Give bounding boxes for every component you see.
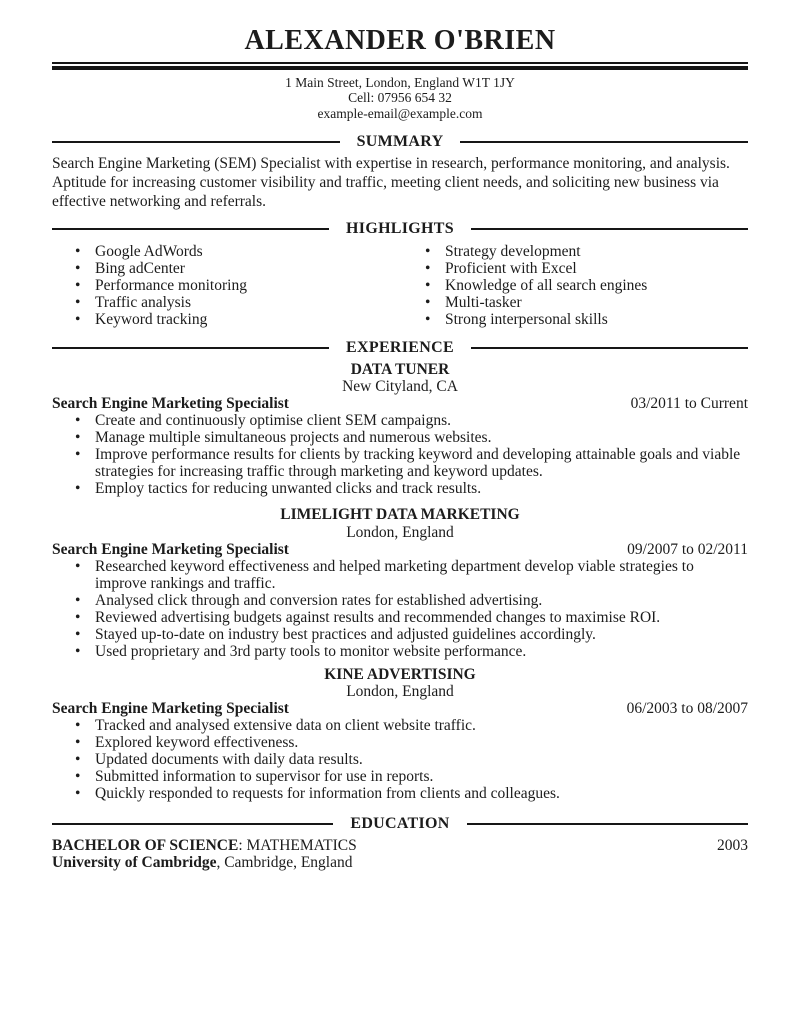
job-entry bbox=[52, 506, 748, 660]
rule-line bbox=[52, 347, 329, 349]
rule-line bbox=[467, 823, 748, 825]
job-title-row bbox=[52, 700, 748, 717]
job-title-row bbox=[52, 395, 748, 412]
job-bullet: • Tracked and analysed extensive data on client website traffic. bbox=[52, 717, 748, 734]
job-bullet: • Employ tactics for reducing unwanted clicks and track results. bbox=[52, 480, 748, 497]
candidate-name: ALEXANDER O'BRIEN bbox=[244, 25, 556, 56]
rule-line bbox=[460, 141, 748, 143]
education-title: EDUCATION bbox=[350, 815, 450, 833]
contact-email: example-email@example.com bbox=[317, 105, 483, 121]
job-bullet-list bbox=[52, 558, 748, 660]
job-entry bbox=[52, 361, 748, 498]
highlight-item: • Strong interpersonal skills bbox=[425, 311, 748, 328]
job-bullet: • Submitted information to supervisor for use in reports. bbox=[52, 768, 748, 785]
experience-title: EXPERIENCE bbox=[346, 338, 454, 356]
school-name: University of Cambridge bbox=[52, 854, 217, 872]
job-bullet: • Updated documents with daily data results. bbox=[52, 751, 748, 768]
job-bullet: • Used proprietary and 3rd party tools to monitor website performance. bbox=[52, 643, 748, 660]
rule-line bbox=[471, 347, 748, 349]
job-bullet: • Stayed up-to-date on industry best practices and adjusted guidelines accordingly. bbox=[52, 626, 748, 643]
job-company: LIMELIGHT DATA MARKETING bbox=[280, 506, 520, 524]
highlight-item: • Performance monitoring bbox=[52, 277, 425, 294]
education-degree bbox=[52, 837, 357, 854]
highlight-item: • Knowledge of all search engines bbox=[425, 277, 748, 294]
job-dates: 06/2003 to 08/2007 bbox=[626, 700, 748, 718]
job-dates: 09/2007 to 02/2011 bbox=[627, 540, 748, 558]
highlights-title: HIGHLIGHTS bbox=[346, 219, 454, 237]
job-bullet: • Explored keyword effectiveness. bbox=[52, 734, 748, 751]
education-degree-row bbox=[52, 837, 748, 854]
highlights-list-right bbox=[425, 243, 748, 328]
highlight-item: • Bing adCenter bbox=[52, 260, 425, 277]
job-bullet-list bbox=[52, 412, 748, 497]
highlight-item: • Traffic analysis bbox=[52, 294, 425, 311]
header-divider bbox=[52, 62, 748, 70]
rule-line bbox=[52, 141, 340, 143]
experience-section-header bbox=[52, 339, 748, 357]
summary-text: Search Engine Marketing (SEM) Specialist with expertise in research, performance monitoring, and analysis. Aptitude for increasing customer visibility and traffic, meeting client needs, and soliciting new business via effective networking and referrals. bbox=[52, 154, 730, 211]
job-location: New Cityland, CA bbox=[342, 378, 458, 396]
highlight-item: • Keyword tracking bbox=[52, 311, 425, 328]
rule-line bbox=[471, 228, 748, 230]
highlight-item: • Multi-tasker bbox=[425, 294, 748, 311]
job-role: Search Engine Marketing Specialist bbox=[52, 395, 289, 413]
summary-section-header bbox=[52, 133, 748, 151]
education-school-row bbox=[52, 854, 748, 871]
education-year: 2003 bbox=[717, 837, 748, 855]
school-detail: , Cambridge, England bbox=[216, 854, 353, 872]
highlight-item: • Proficient with Excel bbox=[425, 260, 748, 277]
highlight-item: • Strategy development bbox=[425, 243, 748, 260]
contact-address: 1 Main Street, London, England W1T 1JY bbox=[285, 75, 515, 90]
highlight-item: • Google AdWords bbox=[52, 243, 425, 260]
header-divider-thick-line bbox=[52, 66, 748, 70]
job-title-row bbox=[52, 541, 748, 558]
degree-detail: : MATHEMATICS bbox=[238, 837, 357, 855]
rule-line bbox=[52, 228, 329, 230]
job-bullet: • Analysed click through and conversion rates for established advertising. bbox=[52, 592, 748, 609]
job-bullet: • Quickly responded to requests for information from clients and colleagues. bbox=[52, 785, 748, 802]
job-company: KINE ADVERTISING bbox=[324, 665, 476, 683]
job-role: Search Engine Marketing Specialist bbox=[52, 700, 289, 718]
job-role: Search Engine Marketing Specialist bbox=[52, 540, 289, 558]
job-location: London, England bbox=[346, 523, 454, 541]
highlights-section-header bbox=[52, 220, 748, 238]
job-bullet: • Improve performance results for clients by tracking keyword and developing attainable goals and viable strategies for increasing traffic through marketing and keyword updates. bbox=[52, 446, 748, 480]
job-bullet-list bbox=[52, 717, 748, 802]
highlights-columns bbox=[52, 243, 748, 328]
header-divider-thin-line bbox=[52, 62, 748, 64]
job-location: London, England bbox=[346, 683, 454, 701]
summary-title: SUMMARY bbox=[356, 132, 444, 150]
job-bullet: • Reviewed advertising budgets against results and recommended changes to maximise ROI. bbox=[52, 609, 748, 626]
job-bullet: • Create and continuously optimise client SEM campaigns. bbox=[52, 412, 748, 429]
job-bullet: • Researched keyword effectiveness and helped marketing department develop viable strategies to improve rankings and traffic. bbox=[52, 558, 748, 592]
education-school bbox=[52, 854, 352, 871]
job-entry bbox=[52, 666, 748, 803]
job-bullet: • Manage multiple simultaneous projects and numerous websites. bbox=[52, 429, 748, 446]
job-company: DATA TUNER bbox=[350, 360, 450, 378]
contact-phone: Cell: 07956 654 32 bbox=[348, 90, 452, 106]
education-section-header bbox=[52, 815, 748, 833]
degree-name: BACHELOR OF SCIENCE bbox=[52, 837, 239, 855]
contact-block bbox=[52, 75, 748, 121]
rule-line bbox=[52, 823, 333, 825]
highlights-list-left bbox=[52, 243, 425, 328]
job-dates: 03/2011 to Current bbox=[630, 395, 748, 413]
